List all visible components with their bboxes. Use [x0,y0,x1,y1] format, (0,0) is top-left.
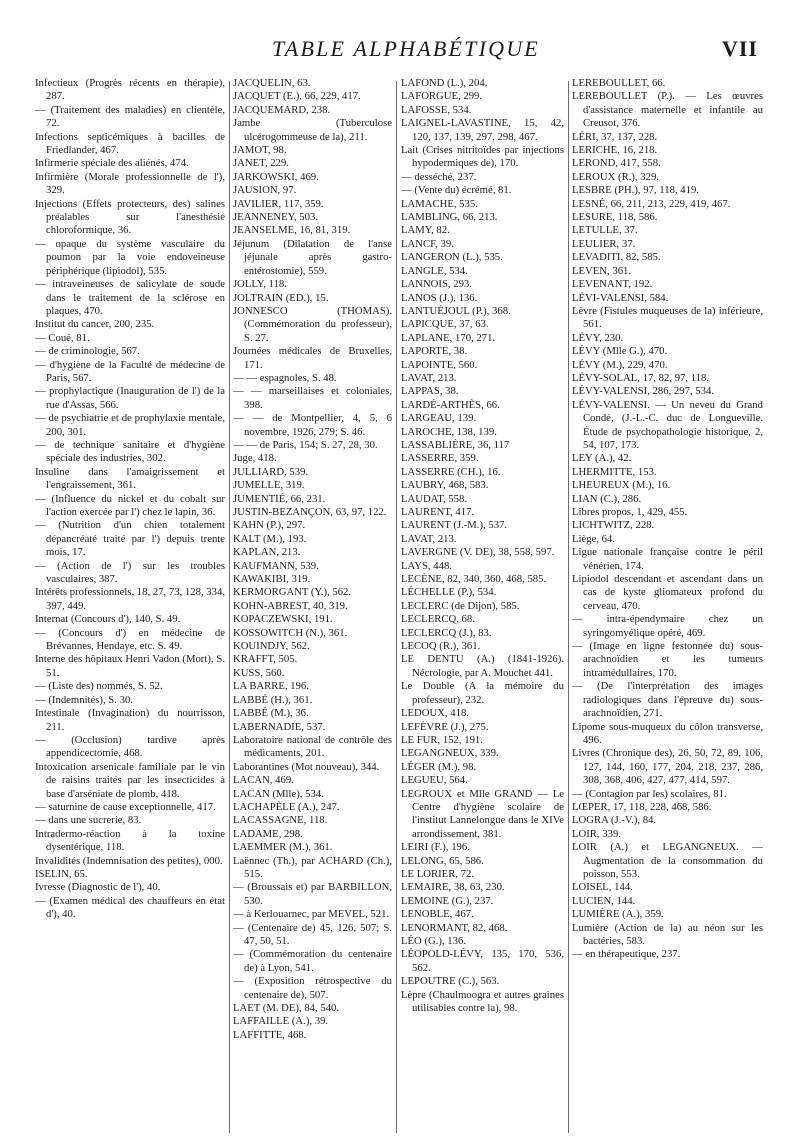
index-entry: LERICHE, 16, 218. [572,144,658,157]
index-entry: LAVERGNE (V. DE), 38, 558, 597. [401,546,555,559]
index-entry: Infectieux (Progrès récents en thérapie), 287. [35,77,225,103]
index-entry: — de criminologie, 567. [35,345,140,358]
index-entry: LŒPER, 17, 118, 228, 468, 586. [572,800,712,813]
index-entry: — intra-épendymaire chez un syringomyélique opéré, 469. [572,613,763,639]
index-entry: — (Liste des) nommés, S. 52. [35,680,163,693]
index-entry: LAPPAS, 38. [401,385,459,398]
index-entry: LEGROUX et Mlle GRAND — Le Centre d'hygiène scolaire de l'institut Lannelongue dans le XIVe arrondissement, 381. [401,787,564,840]
index-entry: LACHAPÈLE (A.), 247. [233,800,340,813]
index-entry: LAUBRY, 468, 583. [401,479,489,492]
index-entry: — (Vente du) écrémé, 81. [401,184,512,197]
index-entry: LAPORTE, 38. [401,345,468,358]
index-entry: LEFÈVRE (J.), 275. [401,720,489,733]
index-column-3 [401,77,564,1137]
index-entry: LANNOIS, 293. [401,278,472,291]
index-entry: LÉVI-VALENSI, 584. [572,291,669,304]
index-entry: KAPLAN, 213. [233,546,301,559]
index-entry: LÉCHELLE (P.), 534. [401,586,497,599]
index-entry: LENORMANT, 82, 468. [401,921,508,934]
index-entry: JACQUEMARD, 238. [233,103,331,116]
index-entry: LEMAIRE, 38, 63, 230. [401,881,505,894]
index-entry: — (Indemnités), S. 30. [35,693,133,706]
index-entry: LAFFAILLE (A.), 39. [233,1015,329,1028]
index-entry: Laborantines (Mot nouveau), 344. [233,760,380,773]
index-entry: LESNÉ, 66, 211, 213, 229, 419, 467. [572,197,731,210]
index-entry: JAUSION, 97. [233,184,297,197]
index-entry: LELONG, 65, 586. [401,854,484,867]
index-entry: LAFOSSE, 534. [401,103,472,116]
index-entry: JEANSELME, 16, 81, 319. [233,224,351,237]
index-entry: — (Examen médical des chauffeurs en état d'), 40. [35,894,225,921]
index-entry: LAPLANE, 170, 271. [401,331,496,344]
index-entry: LE LORIER, 72. [401,867,475,880]
index-entry: JANET, 229. [233,157,289,170]
index-entry: — (Image en ligne festonnée du) sous-arachnoïdien et les tumeurs intramédullaires, 170. [572,640,763,679]
index-entry: Libres propos, 1, 429, 455. [572,506,688,518]
index-entry: LEGUEU, 564. [401,774,468,787]
index-entry: — de technique sanitaire et d'hygiène spéciale des industries, 302. [35,438,225,465]
index-entry: LECLERCQ, 68. [401,613,475,626]
index-entry: LÉO (G.), 136. [401,935,467,947]
index-entry: KRAFFT, 505. [233,653,298,666]
index-entry: Insuline dans l'amaigrissement et l'engraissement, 361. [35,465,225,492]
index-entry: LAIGNEL-LAVASTINE, 15, 42, 120, 137, 139, 297, 298, 467. [401,117,564,143]
index-entry: KOHN-ABREST, 40, 319. [233,599,348,612]
index-entry: Lèpre (Chaulmoogra et autres graines utilisables contre la), 98. [401,988,564,1015]
index-entry: LAROCHE, 138, 139. [401,425,497,438]
index-entry: — (De l'interprétation des images radiologiques dans l'épreuve du) sous-arachnoïdien, 271. [572,680,763,720]
index-entry: KOSSOWITCH (N.), 361. [233,626,348,639]
index-entry: — Coué, 81. [35,331,90,344]
index-entry: — saturnine de cause exceptionnelle, 417. [35,800,216,813]
index-entry: — intraveineuses de salicylate de soude dans le traitement de la sclérose en plaques, 470. [35,278,225,317]
index-entry: KALT (M.), 193. [233,532,307,545]
index-entry: — (Action de l') sur les troubles vasculaires, 387. [35,559,225,586]
index-entry: LEGANGNEUX, 339. [401,747,499,760]
index-entry: LABBÉ (M.), 36. [233,707,309,720]
index-entry: — (Exposition rétrospective du centenaire de), 507. [233,975,392,1001]
index-entry: Lipiodol descendant et ascendant dans un cas de kyste gliomateux profond du cerveau, 470. [572,573,763,612]
index-entry: Injections (Effets protecteurs, des) salines préalables sur l'anesthésie chloroformique, 36. [35,197,225,237]
index-entry: LADAME, 298. [233,827,303,840]
index-entry: LACAN, 469. [233,774,294,787]
index-entry: LAUDAT, 558. [401,492,467,505]
index-entry: LEY (A.), 42. [572,452,632,465]
index-entry: LABBÉ (H.), 361. [233,693,313,706]
index-entry: JACQUET (E.), 66, 229, 417. [233,90,361,103]
index-entry: LOIR, 339. [572,827,621,840]
index-entry: LABERNADIE, 537. [233,720,326,733]
index-entry: JACQUELIN, 63. [233,77,311,89]
index-column-4 [572,77,763,1137]
index-entry: JUSTIN-BEZANÇON, 63, 97, 122. [233,506,387,518]
index-entry: JULLIARD, 539. [233,465,309,478]
index-entry: KAUFMANN, 539. [233,559,319,572]
index-entry: LANOS (J.), 136. [401,291,478,304]
index-entry: LAVAT, 213. [401,532,457,545]
index-entry: LÉOPOLD-LÉVY, 135, 170, 536, 562. [401,948,564,974]
index-entry: JUMELLE, 319. [233,479,305,492]
index-entry: LUMIÈRE (A.), 359. [572,908,664,921]
index-entry: Infections septicémiques à bacilles de Friedlander, 467. [35,130,225,157]
index-entry: Infirmière (Morale professionnelle de l'), 329. [35,170,225,197]
column-divider [229,81,230,1133]
index-entry: — dans une sucrerie, 83. [35,814,142,827]
index-entry: LE DENTU (A.) (1841-1926). Nécrologie, par A. Mouchet 441. [401,653,564,679]
index-entry: — (Influence du nickel et du cobalt sur l'action exercée par l') chez le lapin, 36. [35,492,225,518]
page-number: VII [721,36,758,61]
index-entry: LAYS, 448. [401,559,452,572]
index-entry: — desséché, 237. [401,170,477,183]
index-entry: LAURENT (J.-M.), 537. [401,519,508,532]
index-entry: — — de Paris, 154; S. 27, 28, 30. [233,438,378,451]
index-entry: LAEMMER (M.), 361. [233,841,333,854]
index-entry: LICHTWITZ, 228. [572,519,655,532]
index-entry: LAMBLING, 66, 213. [401,211,498,224]
index-entry: Intérêts professionnels, 18, 27, 73, 128, 334, 397, 449. [35,586,225,612]
index-entry: Ivresse (Diagnostic de l'), 40. [35,881,161,894]
index-entry: — prophylactique (Inauguration de l') de la rue d'Assas, 566. [35,385,225,411]
index-entry: LAURENT, 417. [401,506,475,518]
index-entry: Journées médicales de Bruxelles, 171. [233,345,392,371]
index-entry: — — espagnoles, S. 48. [233,371,337,384]
index-entry: — d'hygiène de la Faculté de médecine de Paris, 567. [35,358,225,384]
index-entry: JOLTRAIN (ED.), 15. [233,291,329,304]
index-entry: — (Nutrition d'un chien totalement dépancréaté traité par l') depuis trente mois, 17. [35,519,225,559]
index-entry: LESURE, 118, 586. [572,211,658,224]
index-entry: — opaque du système vasculaire du poumon par la voie endoveineuse périphérique (lipiodol), 535. [35,237,225,277]
index-entry: LOIR (A.) et LEGANGNEUX. — Augmentation de la consommation du poisson, 553. [572,841,763,880]
index-entry: LECOQ (R.), 361. [401,640,481,653]
index-entry: LEULIER, 37. [572,237,636,250]
index-entry: LEROUX (R.), 329. [572,170,659,183]
index-entry: LECLERCQ (J.), 83. [401,626,492,639]
index-entry: LÉRI, 37, 137, 228. [572,130,658,143]
index-entry: Intoxication arsenicale familiale par le vin de raisins traités par les insecticides à base d'arséniate de plomb, 418. [35,760,225,800]
index-entry: Intestinale (Invagination) du nourrisson, 211. [35,707,225,733]
index-entry: JUMENTIÉ, 66, 231. [233,492,326,505]
index-entry: Lumière (Action de la) au néon sur les bactéries, 583. [572,921,763,947]
index-entry: LÉVY (M.), 229, 470. [572,358,668,371]
index-entry: LECÈNE, 82, 340, 360, 468, 585. [401,573,547,586]
index-entry: — (Centenaire de) 45, 126, 507; S. 47, 50, 51. [233,921,392,947]
index-entry: KOPACZEWSKI, 191. [233,613,333,626]
index-entry: LASSERRE (CH.), 16. [401,465,501,478]
index-entry: Intradermo-réaction à la toxine dysentérique, 118. [35,827,225,854]
index-entry: Internat (Concours d'), 140, S. 49. [35,613,181,626]
index-entry: LANGLE, 534. [401,264,468,277]
index-entry: LARDÉ-ARTHÈS, 66. [401,398,500,411]
index-entry: — — de Montpellier, 4, 5, 6 novembre, 1926, 279; S. 46. [233,412,392,438]
index-entry: LEVADITI, 82, 585. [572,251,661,264]
index-entry: — (Traitement des maladies) en clientèle, 72. [35,103,225,130]
index-entry: Ligue nationale française contre le péril vénérien, 174. [572,546,763,572]
index-entry: — — marseillaises et coloniales, 398. [233,385,392,411]
index-entry: LAFORGUE, 299. [401,90,483,103]
index-entry: LOGRA (J.-V.), 84. [572,814,657,827]
index-entry: LÉVY (Mlle G.), 470. [572,345,668,358]
index-entry: LEDOUX, 418. [401,707,469,720]
index-entry: Juge, 418. [233,452,277,465]
index-entry: LEREBOULLET, 66. [572,77,666,89]
index-entry: — (Occlusion) tardive après appendicectomie, 468. [35,733,225,760]
index-entry: KOUINDJY, 562. [233,640,310,653]
index-entry: Lèvre (Fistules muqueuses de la) inférieure, 561. [572,304,763,331]
index-entry: JONNESCO (THOMAS). (Commémoration du professeur), S. 27. [233,304,392,344]
index-entry: — en thérapeutique, 237. [572,948,681,961]
index-entry: LHERMITTE, 153. [572,465,657,478]
index-entry: KUSS, 560. [233,666,285,679]
index-entry: — (Concours d') en médecine de Brévannes, Hendaye, etc. S. 49. [35,626,225,653]
index-entry: Lait (Crises nitritoïdes par injections hypodermiques de), 170. [401,144,564,170]
index-entry: LAPOINTE, 560. [401,358,478,371]
index-entry: ISELIN, 65. [35,867,88,880]
index-entry: LÉVY, 230. [572,331,624,344]
index-entry: LÉVY-VALENSI. — Un neveu du Grand Condé, (J.-L.-C. duc de Longueville. Étude de psychopathologie historique, 2, 54, 107, 173. [572,398,763,451]
index-entry: LÉVY-SOLAL, 17, 82, 97, 118. [572,371,710,384]
page-title: TABLE ALPHABÉTIQUE [272,36,540,61]
index-entry: Liège, 64. [572,532,616,545]
index-entry: LACAN (Mlle), 534. [233,787,324,800]
index-entry: LAMY, 82. [401,224,450,237]
index-entry: LÉGER (M.), 98. [401,760,477,773]
index-entry: KAWAKIBI, 319. [233,573,311,586]
index-entry: JEANNENEY, 503. [233,211,319,224]
index-entry: Interne des hôpitaux Henri Vadon (Mort), S. 51. [35,653,225,679]
index-entry: Infirmerie spéciale des aliénés, 474. [35,157,189,170]
index-entry: — de psychiatrie et de prophylaxie mentale, 200, 301. [35,412,225,438]
index-entry: LUCIEN, 144. [572,894,636,907]
index-entry: LARGEAU, 139. [401,412,477,425]
index-entry: LASSABLIÈRE, 36, 117 [401,438,510,451]
index-entry: LECLERC (de Dijon), 585. [401,599,520,612]
index-entry: LANCF, 39. [401,237,454,250]
index-entry: — (Broussais et) par BARBILLON, 530. [233,881,392,907]
index-entry: LAET (M. DE), 84, 540. [233,1002,340,1015]
index-entry: LIAN (C.), 286. [572,492,642,505]
index-entry: LAFOND (L.), 204. [401,77,488,89]
index-entry: — à Kerlouarnec, par MEVEL, 521. [233,908,390,921]
index-entry: — (Commémoration du centenaire de) à Lyon, 541. [233,948,392,974]
index-entry: Institut du cancer, 200, 235. [35,318,155,331]
index-entry: JOLLY, 118. [233,278,287,291]
index-entry: KAHN (P.), 297. [233,519,306,532]
index-entry: LEPOUTRE (C.), 563. [401,975,500,988]
index-entry: KERMORGANT (Y.), 562. [233,586,352,599]
index-entry: LÉVY-VALENSI, 286, 297, 534. [572,385,714,398]
index-entry: LOISEL, 144. [572,881,633,894]
index-entry: Le Double (A la mémoire du professeur), 232. [401,680,564,706]
index-entry: Lipome sous-muqueux du côlon transverse, 496. [572,720,763,746]
index-columns [0,77,800,1137]
column-divider [396,81,397,1133]
index-entry: Laënnec (Th.), par ACHARD (Ch.), 515. [233,854,392,880]
index-column-2 [233,77,392,1137]
index-entry: LESBRE (PH.), 97, 118, 419. [572,184,699,197]
index-entry: LAPICQUE, 37, 63. [401,318,489,331]
index-entry: LANTUÉJOUL (P.), 368. [401,304,511,317]
index-entry: Livres (Chronique des), 26, 50, 72, 89, 106, 127, 144, 160, 177, 204, 218, 237, 286, 308, 368, 406, 427, 477, 414, 597. [572,747,763,787]
index-entry: LAFFITTE, 468. [233,1028,307,1041]
index-entry: LEVEN, 361. [572,264,632,277]
index-entry: LASSERRE, 359. [401,452,479,465]
index-entry: LEROND, 417, 558. [572,157,661,170]
index-entry: LEVENANT, 192. [572,278,653,291]
index-entry: LA BARRE, 196. [233,680,310,693]
index-entry: LEREBOULLET (P.). — Les œuvres d'assistance maternelle et infantile au Creusot, 376. [572,90,763,130]
index-column-1 [35,77,225,1137]
index-entry: JARKOWSKI, 469. [233,170,319,183]
index-entry: LACASSAGNE, 118. [233,814,328,827]
page-header [232,36,758,68]
index-entry: LETULLE, 37. [572,224,638,237]
column-divider [568,81,569,1133]
index-entry: Jéjunum (Dilatation de l'anse jéjunale après gastro-entérostomie), 559. [233,237,392,277]
index-entry: LEMOINE (G.), 237. [401,894,494,907]
index-entry: — (Contagion par les) scolaires, 81. [572,787,727,800]
index-entry: LAMACHE, 535. [401,197,478,210]
index-entry: LE FUR, 152, 191. [401,733,483,746]
index-entry: LENOBLE, 467. [401,908,474,921]
index-entry: LHEUREUX (M.), 16. [572,479,671,492]
index-entry: Invalidités (Indemnisation des petites), 000. [35,854,223,867]
index-entry: Laboratoire national de contrôle des médicaments, 201. [233,733,392,760]
index-entry: JAVILIER, 117, 359. [233,197,324,210]
index-entry: LAVAT, 213. [401,371,457,384]
index-entry: LANGERON (L.), 535. [401,251,503,264]
index-entry: LEIRI (F.), 196. [401,841,470,854]
index-entry: Jambe (Tuberculose ulcérogommeuse de la), 211. [233,117,392,143]
index-entry: JAMOT, 98. [233,144,287,157]
